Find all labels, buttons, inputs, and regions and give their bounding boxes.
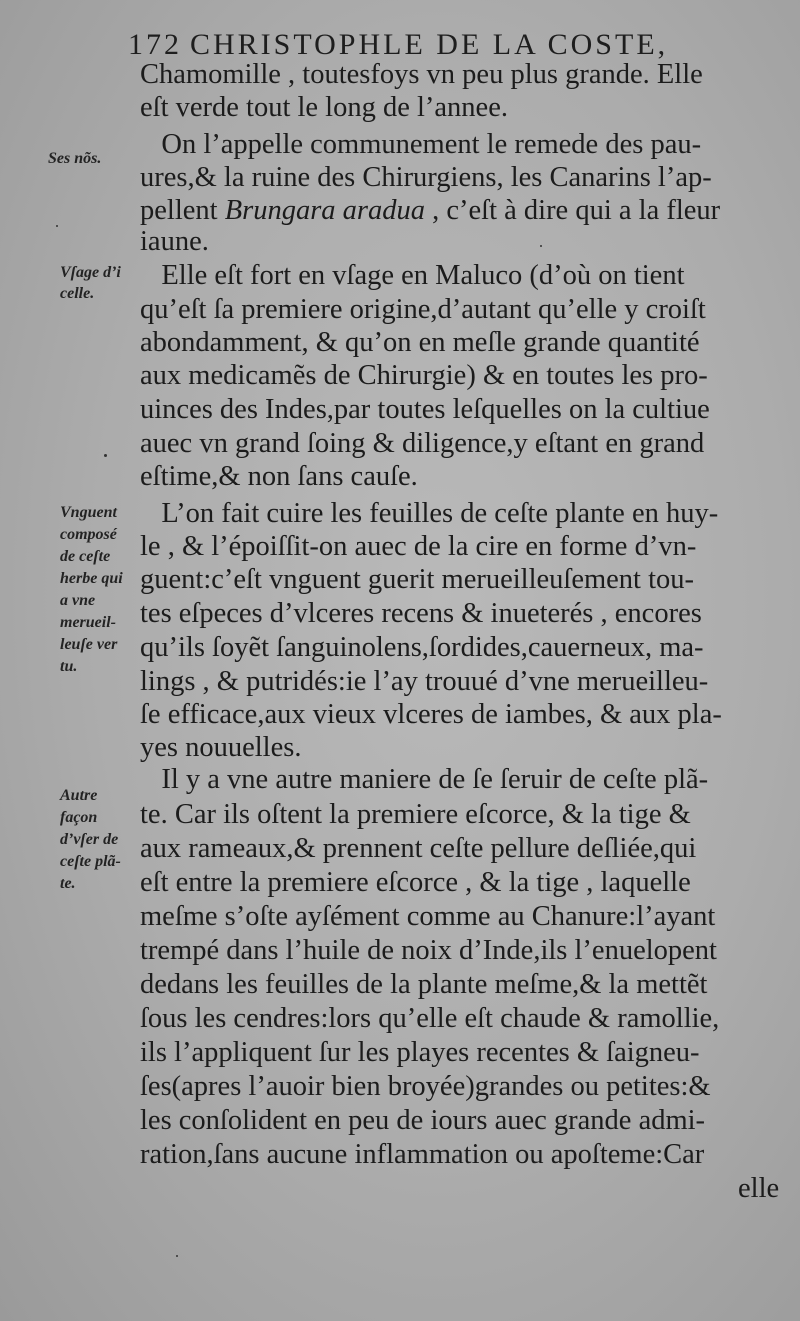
paper-speck [176,1255,178,1257]
margin-note [60,262,121,304]
margin-note-line: a vne [60,592,96,609]
text-line: eſtime,& non ſans cauſe. [140,461,418,492]
text-line: ſous les cendres:lors qu’elle eſt chaude & ramollie, [140,1003,720,1034]
margin-note-line: tu. [60,658,78,675]
text-line: ſe efficace,aux vieux vlceres de iambes, & aux pla- [140,699,722,730]
paper-speck [104,454,107,457]
plant-name-italic: Brungara aradua [224,195,425,226]
text-line: Il y a vne autre maniere de ſe ſeruir de ceſte plã- [140,764,709,795]
text-line: aux medicamẽs de Chirurgie) & en toutes les pro- [140,360,708,391]
margin-note-line: Vſage d’i [60,264,121,281]
text-line: qu’eſt ſa premiere origine,d’autant qu’elle y croiſt [140,294,706,325]
text-line: iaune. [140,226,209,257]
running-title: CHRISTOPHLE DE LA COSTE, [190,28,669,61]
margin-note-line: composé [60,526,117,543]
margin-note-line: merueil- [60,614,116,631]
text-line: yes nouuelles. [140,732,302,763]
margin-note-line: d’vſer de [60,831,119,848]
text-line: les conſolident en peu de iours auec grande admi- [140,1105,706,1136]
page-number: 172 [128,28,182,61]
text-line: ils l’appliquent ſur les playes recentes & ſaigneu- [140,1037,700,1068]
paper-speck [540,245,542,247]
running-header [128,28,768,62]
text-line: On l’appelle communement le remede des pau- [140,129,702,160]
text-line: eſt verde tout le long de l’annee. [140,92,508,123]
margin-note-line: façon [60,809,98,826]
margin-note [60,785,121,895]
margin-note-line: Ses nõs. [48,150,102,167]
text-line: aux rameaux,& prennent ceſte pellure deſliée,qui [140,833,697,864]
text-line: ration,ſans aucune inflammation ou apoſteme:Car [140,1139,705,1170]
text-line: ſes(apres l’auoir bien broyée)grandes ou petites:& [140,1071,711,1102]
margin-note-line: herbe qui [60,570,123,587]
margin-note-line: leuſe ver [60,636,118,653]
text-segment: , c’eſt à dire qui a la fleur [425,195,721,226]
text-segment: pellent [140,195,225,226]
text-line [140,194,720,228]
margin-note-line: te. [60,875,76,892]
margin-note-line: ceſte plã- [60,853,121,870]
text-line: guent:c’eſt vnguent guerit merueilleuſement tou- [140,564,694,595]
text-line: dedans les feuilles de la plante meſme,& la mettẽt [140,969,708,1000]
margin-note [60,502,123,678]
catchword: elle [738,1173,780,1204]
margin-note-line: celle. [60,285,95,302]
text-line: tes eſpeces d’vlceres recens & inueterés , encores [140,598,702,629]
text-line: Elle eſt fort en vſage en Maluco (d’où on tient [140,260,685,291]
paper-speck [56,225,58,227]
text-line: qu’ils ſoyẽt ſanguinolens,ſordides,cauerneux, ma- [140,632,704,663]
margin-note-line: de ceſte [60,548,111,565]
text-line: uinces des Indes,par toutes leſquelles on la cultiue [140,394,710,425]
text-line: L’on fait cuire les feuilles de ceſte plante en huy- [140,498,719,529]
text-line: le , & l’époiſſit-on auec de la cire en forme d’vn- [140,531,697,562]
text-line: trempé dans l’huile de noix d’Inde,ils l’enuelopent [140,935,717,966]
margin-note-line: Autre [60,787,98,804]
text-line: te. Car ils oſtent la premiere eſcorce, & la tige & [140,799,691,830]
text-line: Chamomille , toutesfoys vn peu plus grande. Elle [140,59,703,90]
text-line: auec vn grand ſoing & diligence,y eſtant en grand [140,428,705,459]
text-line: eſt entre la premiere eſcorce , & la tige , laquelle [140,867,691,898]
margin-note-line: Vnguent [60,504,117,521]
text-line: meſme s’oſte ayſément comme au Chanure:l’ayant [140,901,716,932]
text-line: ures,& la ruine des Chirurgiens, les Canarins l’ap- [140,162,712,193]
text-line: lings , & putridés:ie l’ay trouué d’vne merueilleu- [140,666,709,697]
text-line: abondamment, & qu’on en meſle grande quantité [140,327,700,358]
margin-note [48,148,101,169]
